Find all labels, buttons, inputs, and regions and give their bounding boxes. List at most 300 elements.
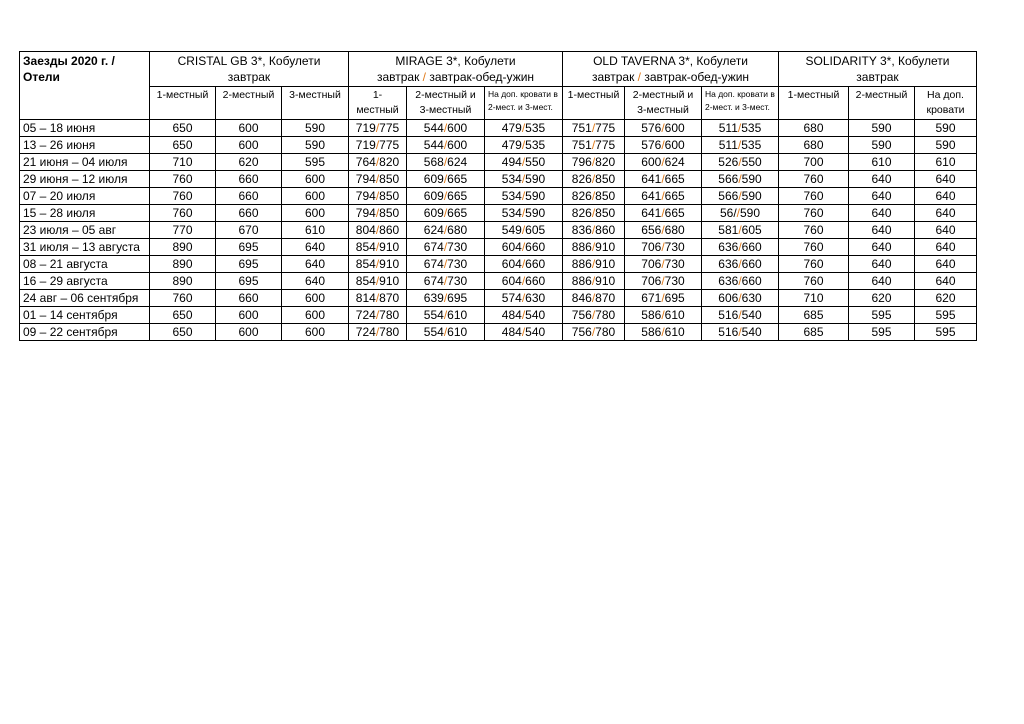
price-breakfast: 826 <box>571 206 592 220</box>
price-full-board: 600 <box>447 138 468 152</box>
price-full-board: 860 <box>595 223 616 237</box>
price-full-board: 540 <box>741 325 762 339</box>
price-pair-cell <box>702 120 779 137</box>
price-pair-cell <box>485 307 563 324</box>
price-separator: / <box>738 308 742 322</box>
price-separator: / <box>521 325 526 339</box>
price-full-board: 624 <box>664 155 685 169</box>
price-breakfast: 600 <box>641 155 662 169</box>
price-breakfast: 581 <box>718 223 739 237</box>
price-full-board: 775 <box>595 121 616 135</box>
price-pair-cell <box>407 205 485 222</box>
price-pair-cell <box>702 239 779 256</box>
price-pair-cell <box>625 273 702 290</box>
price-pair-cell <box>625 188 702 205</box>
price-separator: / <box>521 138 526 152</box>
price-full-board: 870 <box>595 291 616 305</box>
price-separator: / <box>661 291 665 305</box>
price-cell: 650 <box>150 120 216 137</box>
price-full-board: 775 <box>379 121 400 135</box>
room-type-header: На доп. кровати <box>915 87 977 120</box>
price-pair-cell <box>625 137 702 154</box>
price-breakfast: 511 <box>718 121 738 135</box>
price-breakfast: 706 <box>641 274 662 288</box>
price-full-board: 590 <box>525 172 546 186</box>
price-cell: 890 <box>150 273 216 290</box>
price-full-board: 600 <box>664 138 685 152</box>
price-cell: 640 <box>282 256 349 273</box>
price-separator: / <box>375 223 380 237</box>
price-cell: 600 <box>282 290 349 307</box>
date-range-cell: 07 – 20 июля <box>20 188 150 205</box>
price-full-board: 665 <box>447 206 468 220</box>
price-separator: / <box>443 257 448 271</box>
price-separator: / <box>736 206 740 220</box>
price-separator: / <box>443 155 448 169</box>
price-breakfast: 636 <box>718 274 739 288</box>
room-type-header: 2-местный <box>849 87 915 120</box>
price-separator: / <box>591 223 596 237</box>
price-pair-cell <box>349 222 407 239</box>
hotel-header-mirage <box>349 52 563 87</box>
price-full-board: 910 <box>595 274 616 288</box>
price-separator: / <box>443 308 448 322</box>
price-cell: 760 <box>779 273 849 290</box>
price-pair-cell <box>625 239 702 256</box>
price-full-board: 850 <box>379 189 400 203</box>
price-separator: / <box>591 325 596 339</box>
price-pair-cell <box>702 307 779 324</box>
price-breakfast: 534 <box>501 206 522 220</box>
price-pair-cell <box>485 290 563 307</box>
price-separator: / <box>521 155 526 169</box>
price-cell: 695 <box>216 273 282 290</box>
price-separator: / <box>591 138 596 152</box>
price-separator: / <box>661 172 665 186</box>
price-full-board: 695 <box>447 291 468 305</box>
price-separator: / <box>738 240 742 254</box>
price-pair-cell <box>407 290 485 307</box>
price-separator: / <box>591 172 596 186</box>
meal-separator: / <box>637 70 642 84</box>
price-separator: / <box>375 257 380 271</box>
price-cell: 640 <box>915 256 977 273</box>
price-cell: 710 <box>150 154 216 171</box>
price-breakfast: 484 <box>501 308 522 322</box>
price-separator: / <box>375 308 380 322</box>
price-full-board: 850 <box>595 172 616 186</box>
price-cell: 600 <box>216 137 282 154</box>
price-cell: 595 <box>849 307 915 324</box>
room-type-header: 2-местный <box>216 87 282 120</box>
price-separator: / <box>661 223 665 237</box>
price-pair-cell <box>563 154 625 171</box>
price-full-board: 730 <box>664 257 685 271</box>
price-pair-cell <box>485 171 563 188</box>
price-full-board: 590 <box>741 172 762 186</box>
price-full-board: 910 <box>595 257 616 271</box>
price-pair-cell <box>563 205 625 222</box>
price-separator: / <box>737 138 742 152</box>
price-full-board: 600 <box>664 121 685 135</box>
price-cell: 660 <box>216 171 282 188</box>
price-separator: / <box>521 223 526 237</box>
price-pair-cell <box>702 137 779 154</box>
price-separator: / <box>661 240 665 254</box>
price-breakfast: 609 <box>423 206 444 220</box>
price-breakfast: 756 <box>571 325 592 339</box>
table-body <box>20 120 977 341</box>
price-cell: 760 <box>779 222 849 239</box>
price-cell: 600 <box>282 188 349 205</box>
price-pair-cell <box>349 256 407 273</box>
price-full-board: 680 <box>664 223 685 237</box>
date-range-cell: 21 июня – 04 июля <box>20 154 150 171</box>
date-range-cell: 23 июля – 05 авг <box>20 222 150 239</box>
price-breakfast: 724 <box>355 308 376 322</box>
price-full-board: 820 <box>379 155 400 169</box>
price-full-board: 910 <box>379 240 400 254</box>
price-separator: / <box>661 325 665 339</box>
price-cell: 760 <box>150 290 216 307</box>
price-separator: / <box>661 189 665 203</box>
price-full-board: 550 <box>525 155 546 169</box>
header-row-rooms <box>20 87 977 120</box>
price-cell: 760 <box>779 239 849 256</box>
price-full-board: 600 <box>447 121 468 135</box>
date-range-cell: 15 – 28 июля <box>20 205 150 222</box>
price-cell: 600 <box>282 307 349 324</box>
price-pair-cell <box>349 171 407 188</box>
price-breakfast: 511 <box>718 138 738 152</box>
price-separator: / <box>591 155 596 169</box>
price-cell: 610 <box>282 222 349 239</box>
price-breakfast: 826 <box>571 172 592 186</box>
price-pair-cell <box>702 273 779 290</box>
table-row <box>20 290 977 307</box>
price-cell: 770 <box>150 222 216 239</box>
price-breakfast: 534 <box>501 189 522 203</box>
price-pair-cell <box>563 273 625 290</box>
price-pair-cell <box>563 324 625 341</box>
price-separator: / <box>738 223 742 237</box>
price-pair-cell <box>485 256 563 273</box>
price-separator: / <box>521 291 526 305</box>
price-cell: 600 <box>282 171 349 188</box>
price-cell: 760 <box>150 205 216 222</box>
price-separator: / <box>591 291 596 305</box>
meal-separator: / <box>422 70 427 84</box>
price-full-board: 780 <box>595 308 616 322</box>
price-full-board: 660 <box>741 240 762 254</box>
price-breakfast: 56/ <box>719 206 737 220</box>
price-breakfast: 671 <box>641 291 662 305</box>
price-separator: / <box>521 206 526 220</box>
price-breakfast: 886 <box>571 240 592 254</box>
price-full-board: 660 <box>741 274 762 288</box>
price-full-board: 590 <box>740 206 761 220</box>
price-cell: 590 <box>849 120 915 137</box>
price-full-board: 624 <box>447 155 468 169</box>
price-breakfast: 756 <box>571 308 592 322</box>
price-full-board: 730 <box>447 257 468 271</box>
price-full-board: 910 <box>595 240 616 254</box>
price-separator: / <box>375 121 380 135</box>
price-cell: 680 <box>779 120 849 137</box>
room-type-header: На доп. кровати в 2-мест. и 3-мест. <box>702 87 779 120</box>
price-separator: / <box>443 172 448 186</box>
price-pair-cell <box>407 188 485 205</box>
price-pair-cell <box>625 222 702 239</box>
price-breakfast: 516 <box>718 325 739 339</box>
price-cell: 700 <box>779 154 849 171</box>
meal-plan: завтрак <box>376 70 420 84</box>
price-breakfast: 639 <box>423 291 444 305</box>
price-full-board: 775 <box>379 138 400 152</box>
price-separator: / <box>375 240 380 254</box>
price-pair-cell <box>702 222 779 239</box>
price-pair-cell <box>563 307 625 324</box>
price-breakfast: 794 <box>355 172 376 186</box>
price-breakfast: 641 <box>641 172 662 186</box>
price-cell: 620 <box>216 154 282 171</box>
price-breakfast: 586 <box>641 308 662 322</box>
price-pair-cell <box>625 290 702 307</box>
price-breakfast: 479 <box>501 138 522 152</box>
price-breakfast: 586 <box>641 325 662 339</box>
price-pair-cell <box>702 256 779 273</box>
price-full-board: 780 <box>595 325 616 339</box>
price-cell: 610 <box>915 154 977 171</box>
price-breakfast: 566 <box>718 189 739 203</box>
price-pair-cell <box>407 307 485 324</box>
price-cell: 590 <box>282 120 349 137</box>
price-pair-cell <box>407 171 485 188</box>
price-separator: / <box>738 189 742 203</box>
price-separator: / <box>521 172 526 186</box>
price-full-board: 910 <box>379 257 400 271</box>
meal-plan-full: завтрак-обед-ужин <box>429 70 535 84</box>
meal-plan: завтрак <box>591 70 635 84</box>
price-full-board: 535 <box>525 121 546 135</box>
price-cell: 660 <box>216 188 282 205</box>
price-full-board: 695 <box>664 291 685 305</box>
price-separator: / <box>661 155 665 169</box>
table-row <box>20 205 977 222</box>
price-full-board: 730 <box>664 274 685 288</box>
price-cell: 620 <box>915 290 977 307</box>
price-full-board: 610 <box>664 308 685 322</box>
price-separator: / <box>375 172 380 186</box>
price-table <box>19 51 977 341</box>
price-breakfast: 609 <box>423 172 444 186</box>
price-pair-cell <box>563 222 625 239</box>
corner-header: Заезды 2020 г. / Отели <box>20 52 150 120</box>
price-separator: / <box>738 291 742 305</box>
price-pair-cell <box>563 290 625 307</box>
price-breakfast: 854 <box>355 240 376 254</box>
price-full-board: 605 <box>741 223 762 237</box>
price-full-board: 780 <box>379 325 400 339</box>
price-cell: 640 <box>849 188 915 205</box>
price-separator: / <box>375 189 380 203</box>
price-cell: 640 <box>915 188 977 205</box>
price-separator: / <box>738 257 742 271</box>
price-cell: 640 <box>915 205 977 222</box>
price-breakfast: 724 <box>355 325 376 339</box>
room-type-header: 1-местный <box>563 87 625 120</box>
price-full-board: 590 <box>525 189 546 203</box>
price-cell: 640 <box>849 222 915 239</box>
price-breakfast: 854 <box>355 274 376 288</box>
price-full-board: 630 <box>741 291 762 305</box>
price-cell: 600 <box>282 324 349 341</box>
price-cell: 640 <box>849 205 915 222</box>
price-breakfast: 636 <box>718 240 739 254</box>
date-range-cell: 05 – 18 июня <box>20 120 150 137</box>
price-pair-cell <box>485 324 563 341</box>
price-cell: 640 <box>282 239 349 256</box>
price-full-board: 730 <box>664 240 685 254</box>
price-separator: / <box>661 206 665 220</box>
price-separator: / <box>375 138 380 152</box>
price-pair-cell <box>702 154 779 171</box>
price-separator: / <box>737 121 742 135</box>
price-separator: / <box>738 325 742 339</box>
price-breakfast: 526 <box>718 155 739 169</box>
price-separator: / <box>375 155 380 169</box>
price-pair-cell <box>349 137 407 154</box>
room-type-header: 1-местный <box>150 87 216 120</box>
price-pair-cell <box>702 188 779 205</box>
date-range-cell: 16 – 29 августа <box>20 273 150 290</box>
hotel-name: SOLIDARITY 3*, Кобулети <box>805 54 950 68</box>
price-full-board: 850 <box>379 172 400 186</box>
price-cell: 660 <box>216 290 282 307</box>
table-row <box>20 137 977 154</box>
price-cell: 640 <box>915 239 977 256</box>
room-type-header: 1-местный <box>349 87 407 120</box>
price-full-board: 665 <box>664 206 685 220</box>
price-pair-cell <box>625 120 702 137</box>
price-breakfast: 719 <box>355 121 376 135</box>
price-cell: 595 <box>915 324 977 341</box>
price-breakfast: 544 <box>423 138 444 152</box>
price-separator: / <box>661 308 665 322</box>
price-pair-cell <box>349 120 407 137</box>
price-pair-cell <box>349 205 407 222</box>
table-row <box>20 256 977 273</box>
price-pair-cell <box>407 154 485 171</box>
price-separator: / <box>443 223 448 237</box>
price-cell: 590 <box>282 137 349 154</box>
price-full-board: 535 <box>741 121 762 135</box>
price-cell: 600 <box>216 324 282 341</box>
price-full-board: 660 <box>525 274 546 288</box>
price-breakfast: 751 <box>571 121 592 135</box>
price-full-board: 780 <box>379 308 400 322</box>
price-full-board: 550 <box>741 155 762 169</box>
price-breakfast: 566 <box>718 172 739 186</box>
price-pair-cell <box>625 324 702 341</box>
price-breakfast: 636 <box>718 257 739 271</box>
price-cell: 640 <box>849 273 915 290</box>
price-full-board: 680 <box>447 223 468 237</box>
price-cell: 640 <box>915 222 977 239</box>
price-full-board: 730 <box>447 240 468 254</box>
price-cell: 685 <box>779 324 849 341</box>
price-breakfast: 719 <box>355 138 376 152</box>
price-separator: / <box>591 274 596 288</box>
price-separator: / <box>443 206 448 220</box>
price-breakfast: 494 <box>501 155 522 169</box>
price-breakfast: 641 <box>641 206 662 220</box>
price-breakfast: 516 <box>718 308 739 322</box>
price-breakfast: 656 <box>641 223 662 237</box>
price-pair-cell <box>625 205 702 222</box>
price-pair-cell <box>407 256 485 273</box>
price-cell: 760 <box>150 171 216 188</box>
price-full-board: 665 <box>664 172 685 186</box>
price-full-board: 660 <box>525 257 546 271</box>
price-pair-cell <box>625 171 702 188</box>
price-full-board: 660 <box>741 257 762 271</box>
price-pair-cell <box>485 273 563 290</box>
price-breakfast: 609 <box>423 189 444 203</box>
price-cell: 595 <box>849 324 915 341</box>
price-cell: 710 <box>779 290 849 307</box>
price-pair-cell <box>625 256 702 273</box>
price-pair-cell <box>485 137 563 154</box>
price-separator: / <box>661 121 665 135</box>
price-cell: 760 <box>779 256 849 273</box>
price-breakfast: 706 <box>641 240 662 254</box>
price-breakfast: 576 <box>641 121 662 135</box>
price-pair-cell <box>407 239 485 256</box>
price-separator: / <box>591 257 596 271</box>
price-breakfast: 674 <box>423 257 444 271</box>
price-full-board: 540 <box>525 325 546 339</box>
price-pair-cell <box>563 137 625 154</box>
price-cell: 620 <box>849 290 915 307</box>
price-breakfast: 534 <box>501 172 522 186</box>
price-cell: 760 <box>150 188 216 205</box>
table-row <box>20 222 977 239</box>
meal-plan: завтрак <box>856 70 899 84</box>
price-breakfast: 549 <box>501 223 522 237</box>
price-breakfast: 576 <box>641 138 662 152</box>
price-pair-cell <box>407 273 485 290</box>
room-type-header: 1-местный <box>779 87 849 120</box>
price-breakfast: 641 <box>641 189 662 203</box>
price-pair-cell <box>349 273 407 290</box>
price-cell: 695 <box>216 256 282 273</box>
price-pair-cell <box>702 205 779 222</box>
date-range-cell: 31 июля – 13 августа <box>20 239 150 256</box>
room-type-header: 2-местный и 3-местный <box>625 87 702 120</box>
price-pair-cell <box>407 137 485 154</box>
price-breakfast: 706 <box>641 257 662 271</box>
price-pair-cell <box>702 290 779 307</box>
price-full-board: 610 <box>447 325 468 339</box>
price-full-board: 630 <box>525 291 546 305</box>
price-pair-cell <box>563 256 625 273</box>
price-pair-cell <box>485 120 563 137</box>
price-cell: 640 <box>849 171 915 188</box>
price-full-board: 870 <box>379 291 400 305</box>
price-full-board: 665 <box>447 172 468 186</box>
price-cell: 650 <box>150 307 216 324</box>
